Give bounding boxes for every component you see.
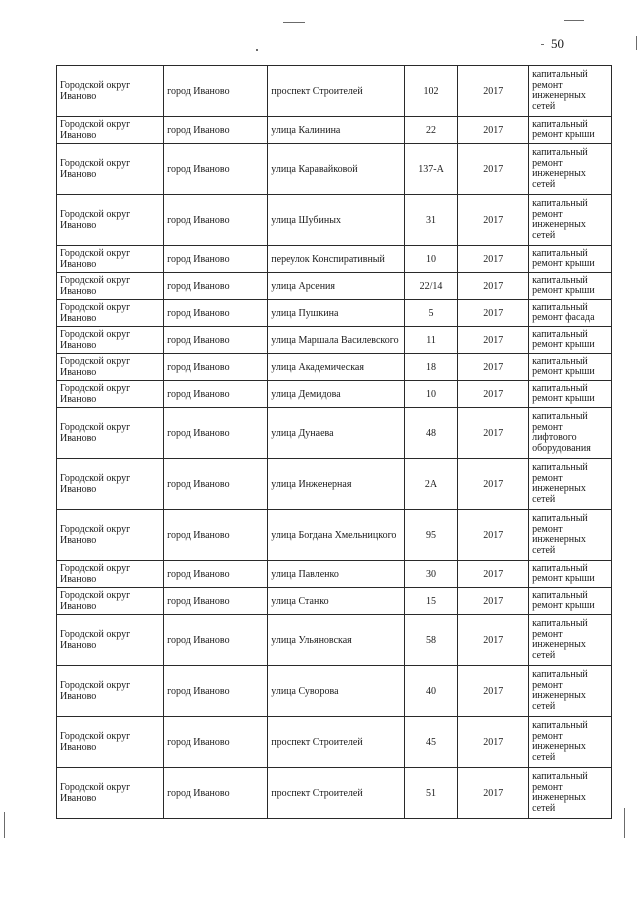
table-row	[57, 273, 612, 300]
table-row	[57, 246, 612, 273]
house-number-cell: 15	[404, 588, 458, 615]
house-number-cell: 137-А	[404, 144, 458, 195]
municipal-district-cell: Городской округ Иваново	[57, 273, 164, 300]
work-type-cell: капитальный ремонт крыши	[529, 381, 612, 408]
house-number-cell: 30	[404, 561, 458, 588]
work-type-cell: капитальный ремонт инженерных сетей	[529, 717, 612, 768]
municipal-district-cell: Городской округ Иваново	[57, 327, 164, 354]
municipal-district-cell: Городской округ Иваново	[57, 717, 164, 768]
city-cell: город Иваново	[164, 195, 268, 246]
year-cell: 2017	[458, 327, 529, 354]
table-row	[57, 408, 612, 459]
house-number-cell: 10	[404, 246, 458, 273]
year-cell: 2017	[458, 615, 529, 666]
house-number-cell: 2А	[404, 459, 458, 510]
city-cell: город Иваново	[164, 327, 268, 354]
work-type-cell: капитальный ремонт инженерных сетей	[529, 66, 612, 117]
street-cell: улица Инженерная	[268, 459, 404, 510]
work-type-cell: капитальный ремонт крыши	[529, 273, 612, 300]
work-type-cell: капитальный ремонт фасада	[529, 300, 612, 327]
street-cell: улица Ульяновская	[268, 615, 404, 666]
year-cell: 2017	[458, 117, 529, 144]
city-cell: город Иваново	[164, 510, 268, 561]
work-type-cell: капитальный ремонт инженерных сетей	[529, 510, 612, 561]
work-type-cell: капитальный ремонт крыши	[529, 588, 612, 615]
scan-mark	[4, 812, 5, 838]
year-cell: 2017	[458, 588, 529, 615]
street-cell: улица Станко	[268, 588, 404, 615]
city-cell: город Иваново	[164, 408, 268, 459]
municipal-district-cell: Городской округ Иваново	[57, 408, 164, 459]
street-cell: улица Павленко	[268, 561, 404, 588]
year-cell: 2017	[458, 246, 529, 273]
table-row	[57, 144, 612, 195]
municipal-district-cell: Городской округ Иваново	[57, 300, 164, 327]
street-cell: улица Калинина	[268, 117, 404, 144]
house-number-cell: 40	[404, 666, 458, 717]
year-cell: 2017	[458, 273, 529, 300]
municipal-district-cell: Городской округ Иваново	[57, 459, 164, 510]
table-row	[57, 195, 612, 246]
house-number-cell: 22	[404, 117, 458, 144]
street-cell: улица Демидова	[268, 381, 404, 408]
house-number-cell: 45	[404, 717, 458, 768]
work-type-cell: капитальный ремонт крыши	[529, 246, 612, 273]
house-number-cell: 48	[404, 408, 458, 459]
page-number: 50	[551, 36, 564, 51]
housing-repair-table	[56, 65, 612, 819]
municipal-district-cell: Городской округ Иваново	[57, 117, 164, 144]
street-cell: улица Пушкина	[268, 300, 404, 327]
house-number-cell: 5	[404, 300, 458, 327]
city-cell: город Иваново	[164, 354, 268, 381]
scan-mark	[636, 36, 637, 50]
city-cell: город Иваново	[164, 588, 268, 615]
municipal-district-cell: Городской округ Иваново	[57, 144, 164, 195]
house-number-cell: 10	[404, 381, 458, 408]
street-cell: улица Дунаева	[268, 408, 404, 459]
city-cell: город Иваново	[164, 561, 268, 588]
city-cell: город Иваново	[164, 768, 268, 819]
work-type-cell: капитальный ремонт инженерных сетей	[529, 666, 612, 717]
work-type-cell: капитальный ремонт крыши	[529, 354, 612, 381]
street-cell: улица Каравайковой	[268, 144, 404, 195]
city-cell: город Иваново	[164, 300, 268, 327]
work-type-cell: капитальный ремонт инженерных сетей	[529, 459, 612, 510]
work-type-cell: капитальный ремонт инженерных сетей	[529, 195, 612, 246]
work-type-cell: капитальный ремонт инженерных сетей	[529, 144, 612, 195]
city-cell: город Иваново	[164, 717, 268, 768]
table-row	[57, 717, 612, 768]
city-cell: город Иваново	[164, 273, 268, 300]
table-row	[57, 354, 612, 381]
city-cell: город Иваново	[164, 666, 268, 717]
street-cell: улица Арсения	[268, 273, 404, 300]
house-number-cell: 22/14	[404, 273, 458, 300]
year-cell: 2017	[458, 381, 529, 408]
work-type-cell: капитальный ремонт инженерных сетей	[529, 768, 612, 819]
table-row	[57, 615, 612, 666]
table-row	[57, 561, 612, 588]
municipal-district-cell: Городской округ Иваново	[57, 666, 164, 717]
house-number-cell: 51	[404, 768, 458, 819]
city-cell: город Иваново	[164, 615, 268, 666]
year-cell: 2017	[458, 408, 529, 459]
year-cell: 2017	[458, 66, 529, 117]
city-cell: город Иваново	[164, 66, 268, 117]
table-row	[57, 327, 612, 354]
house-number-cell: 58	[404, 615, 458, 666]
city-cell: город Иваново	[164, 459, 268, 510]
table-row	[57, 510, 612, 561]
city-cell: город Иваново	[164, 381, 268, 408]
municipal-district-cell: Городской округ Иваново	[57, 246, 164, 273]
house-number-cell: 31	[404, 195, 458, 246]
municipal-district-cell: Городской округ Иваново	[57, 195, 164, 246]
street-cell: переулок Конспиративный	[268, 246, 404, 273]
work-type-cell: капитальный ремонт крыши	[529, 561, 612, 588]
street-cell: улица Богдана Хмельницкого	[268, 510, 404, 561]
street-cell: улица Академическая	[268, 354, 404, 381]
work-type-cell: капитальный ремонт лифтового оборудования	[529, 408, 612, 459]
year-cell: 2017	[458, 459, 529, 510]
municipal-district-cell: Городской округ Иваново	[57, 66, 164, 117]
municipal-district-cell: Городской округ Иваново	[57, 561, 164, 588]
year-cell: 2017	[458, 300, 529, 327]
table-row	[57, 66, 612, 117]
municipal-district-cell: Городской округ Иваново	[57, 381, 164, 408]
table-body	[57, 66, 612, 819]
house-number-cell: 102	[404, 66, 458, 117]
municipal-district-cell: Городской округ Иваново	[57, 510, 164, 561]
municipal-district-cell: Городской округ Иваново	[57, 615, 164, 666]
municipal-district-cell: Городской округ Иваново	[57, 354, 164, 381]
municipal-district-cell: Городской округ Иваново	[57, 768, 164, 819]
municipal-district-cell: Городской округ Иваново	[57, 588, 164, 615]
house-number-cell: 11	[404, 327, 458, 354]
year-cell: 2017	[458, 144, 529, 195]
street-cell: проспект Строителей	[268, 66, 404, 117]
work-type-cell: капитальный ремонт крыши	[529, 117, 612, 144]
work-type-cell: капитальный ремонт крыши	[529, 327, 612, 354]
table-row	[57, 381, 612, 408]
year-cell: 2017	[458, 510, 529, 561]
table-row	[57, 666, 612, 717]
house-number-cell: 18	[404, 354, 458, 381]
year-cell: 2017	[458, 354, 529, 381]
table-row	[57, 768, 612, 819]
scan-mark	[256, 49, 258, 51]
city-cell: город Иваново	[164, 246, 268, 273]
street-cell: проспект Строителей	[268, 768, 404, 819]
street-cell: улица Шубиных	[268, 195, 404, 246]
table-row	[57, 117, 612, 144]
year-cell: 2017	[458, 717, 529, 768]
scan-mark	[541, 44, 544, 45]
city-cell: город Иваново	[164, 144, 268, 195]
street-cell: улица Суворова	[268, 666, 404, 717]
work-type-cell: капитальный ремонт инженерных сетей	[529, 615, 612, 666]
street-cell: проспект Строителей	[268, 717, 404, 768]
year-cell: 2017	[458, 768, 529, 819]
table-row	[57, 588, 612, 615]
year-cell: 2017	[458, 195, 529, 246]
scan-mark	[283, 22, 305, 23]
scan-mark	[564, 20, 584, 21]
scan-mark	[624, 808, 625, 838]
year-cell: 2017	[458, 666, 529, 717]
city-cell: город Иваново	[164, 117, 268, 144]
house-number-cell: 95	[404, 510, 458, 561]
year-cell: 2017	[458, 561, 529, 588]
table-row	[57, 300, 612, 327]
table-row	[57, 459, 612, 510]
street-cell: улица Маршала Василевского	[268, 327, 404, 354]
